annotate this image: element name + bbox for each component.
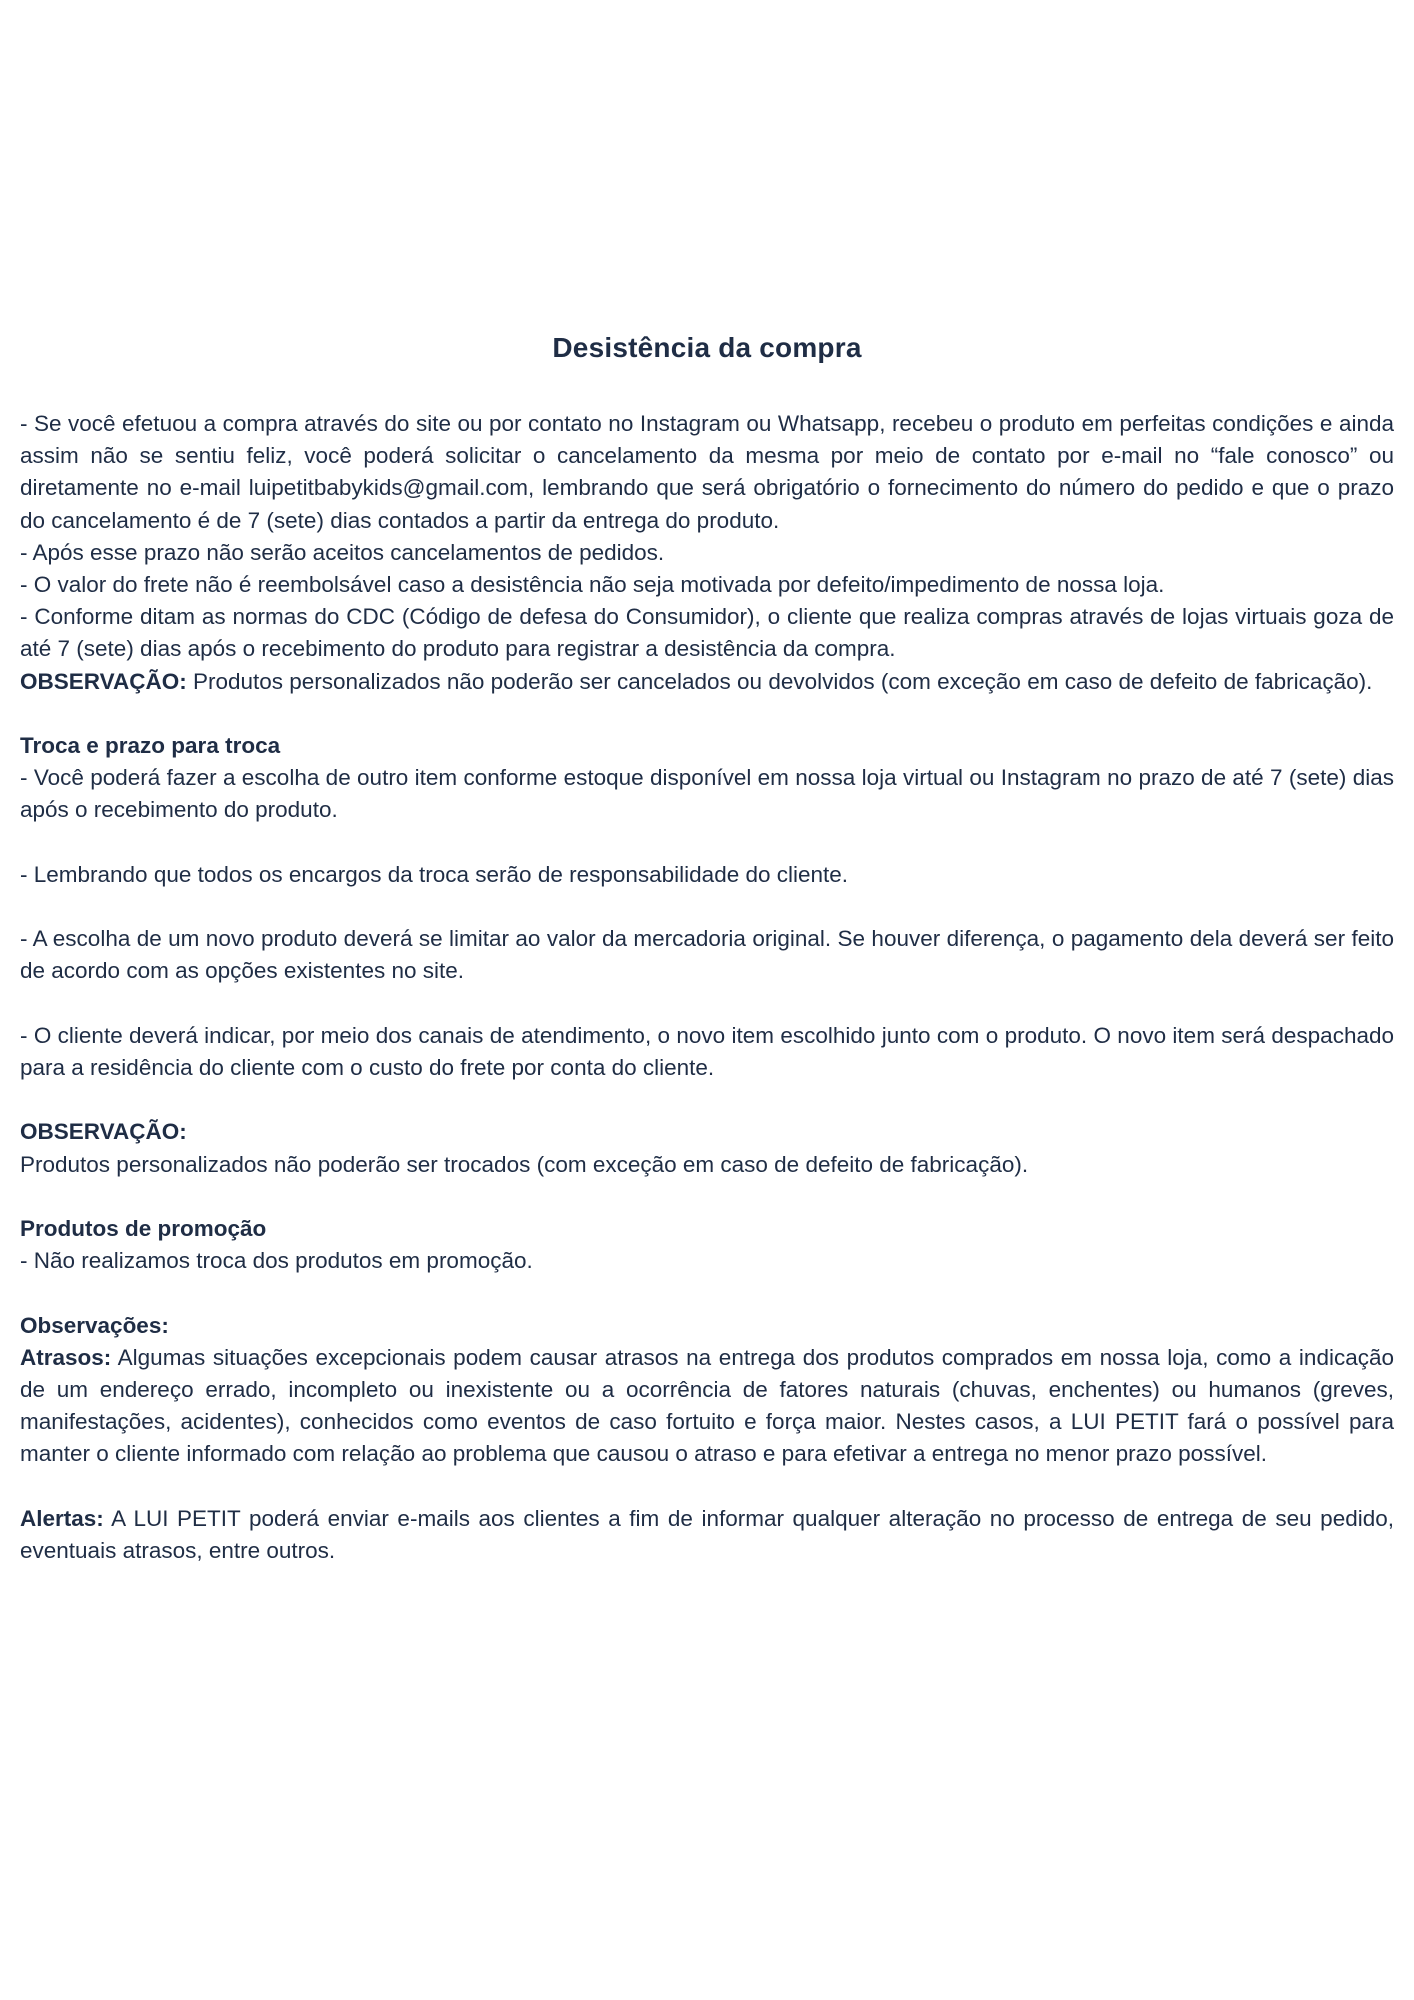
page-title: Desistência da compra xyxy=(552,332,862,363)
alerts-label: Alertas: xyxy=(20,1505,104,1531)
spacer xyxy=(20,698,1394,730)
paragraph: - O cliente deverá indicar, por meio dos canais de atendimento, o novo item escolhido junto com o produto. O novo item será despachado para a residência do cliente com o custo do frete por conta do cliente. xyxy=(20,1022,1394,1080)
section-notes xyxy=(20,1310,1394,1568)
paragraph: - Conforme ditam as normas do CDC (Código de defesa do Consumidor), o cliente que realiza compras através de lojas virtuais goza de até 7 (sete) dias após o recebimento do produto para registrar a desistência da compra. xyxy=(20,604,1394,662)
delays-label: Atrasos: xyxy=(20,1344,112,1370)
observation-label: OBSERVAÇÃO: xyxy=(20,1119,187,1145)
paragraph: - Lembrando que todos os encargos da troca serão de responsabilidade do cliente. xyxy=(20,861,849,887)
spacer xyxy=(20,1277,1394,1309)
section-withdrawal xyxy=(20,408,1394,698)
spacer xyxy=(20,827,1394,859)
section-exchange xyxy=(20,730,1394,1181)
spacer xyxy=(20,891,1394,923)
spacer xyxy=(20,1181,1394,1213)
spacer xyxy=(20,1084,1394,1116)
spacer xyxy=(20,988,1394,1020)
paragraph: - Se você efetuou a compra através do site ou por contato no Instagram ou Whatsapp, recebeu o produto em perfeitas condições e ainda assim não se sentiu feliz, você poderá solicitar o cancelamento da mesma por meio de contato por e-mail no “fale conosco” ou diretamente no e-mail luipetitbabykids@gmail.com, lembrando que será obrigatório o fornecimento do número do pedido e que o prazo do cancelamento é de 7 (sete) dias contados a partir da entrega do produto. xyxy=(20,411,1394,533)
paragraph: - Você poderá fazer a escolha de outro item conforme estoque disponível em nossa loja virtual ou Instagram no prazo de até 7 (sete) dias após o recebimento do produto. xyxy=(20,765,1394,823)
alerts-text: A LUI PETIT poderá enviar e-mails aos clientes a fim de informar qualquer alteração no processo de entrega de seu pedido, eventuais atrasos, entre outros. xyxy=(20,1505,1394,1563)
section-heading: Produtos de promoção xyxy=(20,1215,267,1241)
delays-paragraph xyxy=(20,1342,1394,1471)
section-promotion xyxy=(20,1213,1394,1277)
observation-paragraph xyxy=(20,666,1394,698)
section-heading: Observações: xyxy=(20,1312,169,1338)
delays-text: Algumas situações excepcionais podem causar atrasos na entrega dos produtos comprados em nossa loja, como a indicação de um endereço errado, incompleto ou inexistente ou a ocorrência de fatores naturais (chuvas, enchentes) ou humanos (greves, manifestações, acidentes), conhecidos como eventos de caso fortuito e força maior. Nestes casos, a LUI PETIT fará o possível para manter o cliente informado com relação ao problema que causou o atraso e para efetivar a entrega no menor prazo possível. xyxy=(20,1344,1394,1467)
paragraph: - Após esse prazo não serão aceitos cancelamentos de pedidos. xyxy=(20,539,665,565)
paragraph: - A escolha de um novo produto deverá se limitar ao valor da mercadoria original. Se houver diferença, o pagamento dela deverá ser feito de acordo com as opções existentes no site. xyxy=(20,926,1394,984)
spacer xyxy=(20,1471,1394,1503)
document-body xyxy=(20,408,1394,1567)
document-page xyxy=(20,328,1394,1567)
observation-label: OBSERVAÇÃO: xyxy=(20,668,187,694)
paragraph: - Não realizamos troca dos produtos em promoção. xyxy=(20,1248,533,1274)
alerts-paragraph xyxy=(20,1503,1394,1567)
observation-text: Produtos personalizados não poderão ser trocados (com exceção em caso de defeito de fabricação). xyxy=(20,1151,1029,1177)
paragraph: - O valor do frete não é reembolsável caso a desistência não seja motivada por defeito/impedimento de nossa loja. xyxy=(20,572,1165,598)
section-heading: Troca e prazo para troca xyxy=(20,733,281,759)
observation-text: Produtos personalizados não poderão ser cancelados ou devolvidos (com exceção em caso de defeito de fabricação). xyxy=(186,668,1373,694)
